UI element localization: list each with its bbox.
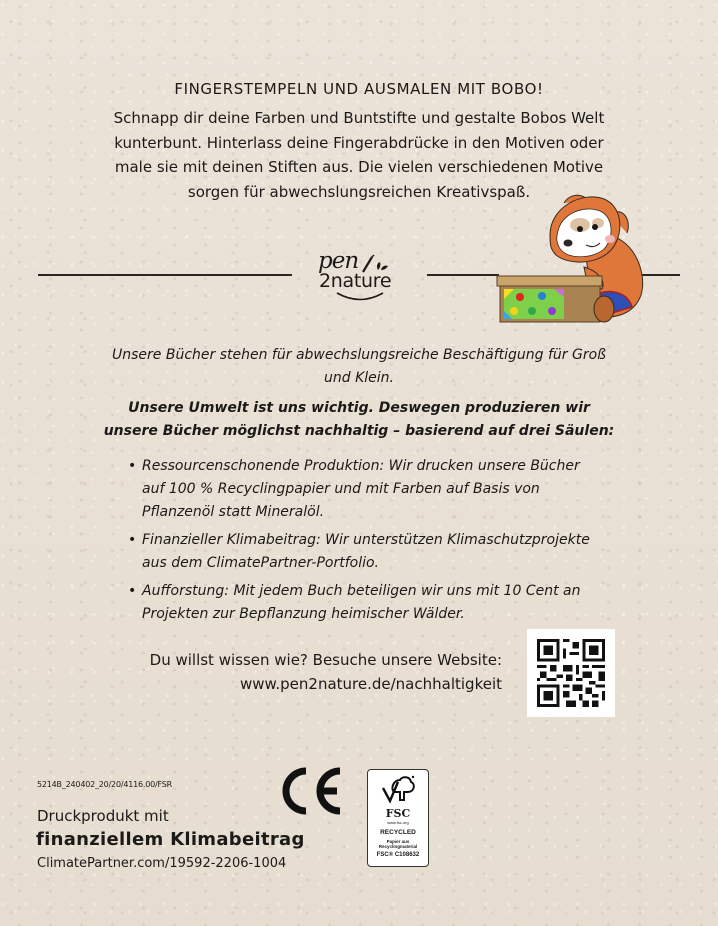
divider-left xyxy=(38,274,292,276)
qr-code-icon xyxy=(537,639,605,707)
divider-right xyxy=(427,274,499,276)
pillar-reforestation: • Aufforstung: Mit jedem Buch beteiligen wir uns mit 10 Cent an Projekten zur Bepflanzung heimischer Wälder. xyxy=(128,580,598,626)
smile-arc-icon xyxy=(335,292,385,302)
website-prompt: Du willst wissen wie? Besuche unsere Website: xyxy=(149,651,502,669)
climatepartner-id: ClimatePartner.com/19592-2206-1004 xyxy=(37,856,287,871)
fsc-tree-check-icon xyxy=(380,774,416,804)
fsc-recycled-badge xyxy=(367,769,429,867)
sustainability-pillars-list xyxy=(128,455,598,631)
pen2nature-logo xyxy=(300,248,420,304)
fsc-license: FSC® C108632 xyxy=(376,852,420,858)
logo-pen-text: pen xyxy=(318,248,359,274)
climate-label-line1: Druckprodukt mit xyxy=(37,807,169,825)
environment-statement: Unsere Umwelt ist uns wichtig. Deswegen produzieren wir unsere Bücher möglichst nachhaltig – basierend auf drei Säulen: xyxy=(103,400,615,439)
qr-code[interactable] xyxy=(527,629,615,717)
ce-mark-icon xyxy=(278,763,344,819)
fsc-brand: FSC xyxy=(385,807,411,820)
fsc-recycled-label: RECYCLED xyxy=(380,829,416,836)
print-code: 5214B_240402_20/20/4116.00/FSR xyxy=(37,780,173,789)
bobo-character-illustration xyxy=(492,185,662,325)
intro-text: Schnapp dir deine Farben und Buntstifte und gestalte Bobos Welt kunterbunt. Hinterlass deine Fingerabdrücke in den Motiven oder male sie mit deinen Stiften aus. Die vielen verschiedenen Motive sorgen für abwechslungsreichen Kreativspaß. xyxy=(113,109,605,201)
headline: FINGERSTEMPELN UND AUSMALEN MIT BOBO! xyxy=(174,80,544,98)
books-intro: Unsere Bücher stehen für abwechslungsreiche Beschäftigung für Groß und Klein. xyxy=(112,347,606,386)
fsc-paper-line1: Papier aus xyxy=(386,839,410,844)
fsc-paper-line2: Recyclingmaterial xyxy=(378,844,418,849)
climate-label-line2: finanziellem Klimabeitrag xyxy=(36,829,305,850)
fsc-url: www.fsc.org xyxy=(387,820,409,825)
logo-nature-text: 2nature xyxy=(319,270,392,292)
pillar-climate-contribution: • Finanzieller Klimabeitrag: Wir unterstützen Klimaschutzprojekte aus dem ClimatePartner-Portfolio. xyxy=(128,529,598,575)
website-link[interactable]: www.pen2nature.de/nachhaltigkeit xyxy=(239,675,502,693)
pillar-production: • Ressourcenschonende Produktion: Wir drucken unsere Bücher auf 100 % Recyclingpapier und mit Farben auf Basis von Pflanzenöl statt Mineralöl. xyxy=(128,455,598,524)
